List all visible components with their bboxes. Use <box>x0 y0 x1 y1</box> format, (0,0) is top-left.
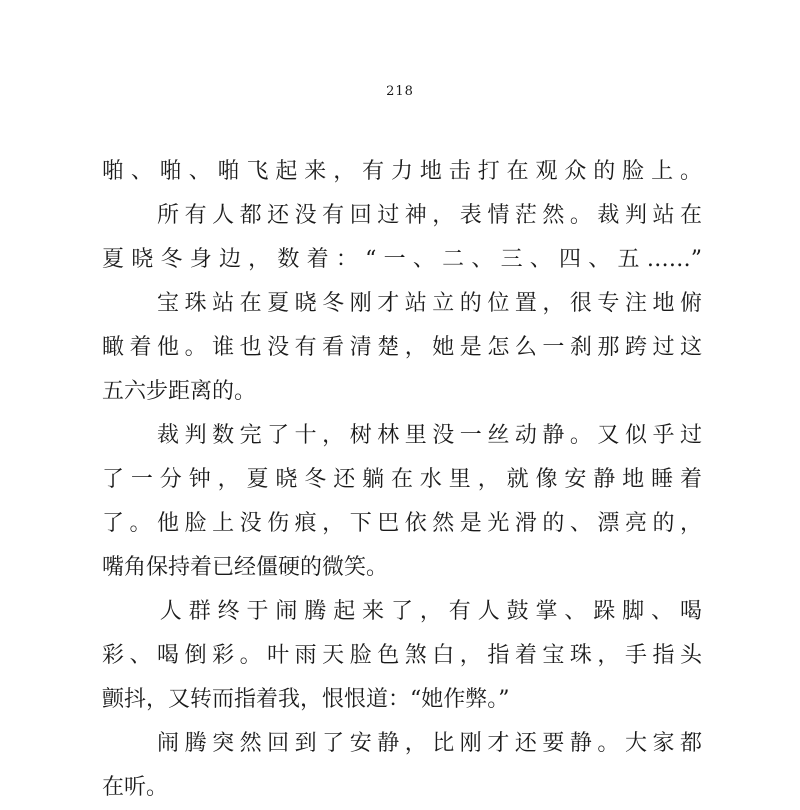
text-line: 裁判数完了十，树林里没一丝动静。又似乎过 <box>102 423 702 448</box>
text-line: 所有人都还没有回过神，表情茫然。裁判站在 <box>102 203 702 228</box>
text-line: 颤抖，又转而指着我，恨恨道：“她作弊。” <box>102 687 510 712</box>
text-line: 闹腾突然回到了安静，比刚才还要静。大家都 <box>102 731 702 756</box>
text-line: 嘴角保持着已经僵硬的微笑。 <box>102 555 389 580</box>
text-line: 五六步距离的。 <box>102 379 257 404</box>
text-line: 夏晓冬身边，数着：“一、二、三、四、五……” <box>102 247 702 272</box>
text-line: 在听。 <box>102 775 169 800</box>
text-line: 了一分钟，夏晓冬还躺在水里，就像安静地睡着 <box>102 467 702 492</box>
body-text <box>102 150 702 810</box>
text-line: 宝珠站在夏晓冬刚才站立的位置，很专注地俯 <box>102 291 702 316</box>
text-line: 了。他脸上没伤痕，下巴依然是光滑的、漂亮的， <box>102 511 702 536</box>
text-line: 彩、喝倒彩。叶雨天脸色煞白，指着宝珠，手指头 <box>102 643 702 668</box>
text-line: 人群终于闹腾起来了，有人鼓掌、跺脚、喝 <box>102 599 702 624</box>
text-line: 啪、啪、啪飞起来，有力地击打在观众的脸上。 <box>102 159 702 184</box>
text-line: 瞰着他。谁也没有看清楚，她是怎么一刹那跨过这 <box>102 335 702 360</box>
page-number: 218 <box>386 84 414 99</box>
